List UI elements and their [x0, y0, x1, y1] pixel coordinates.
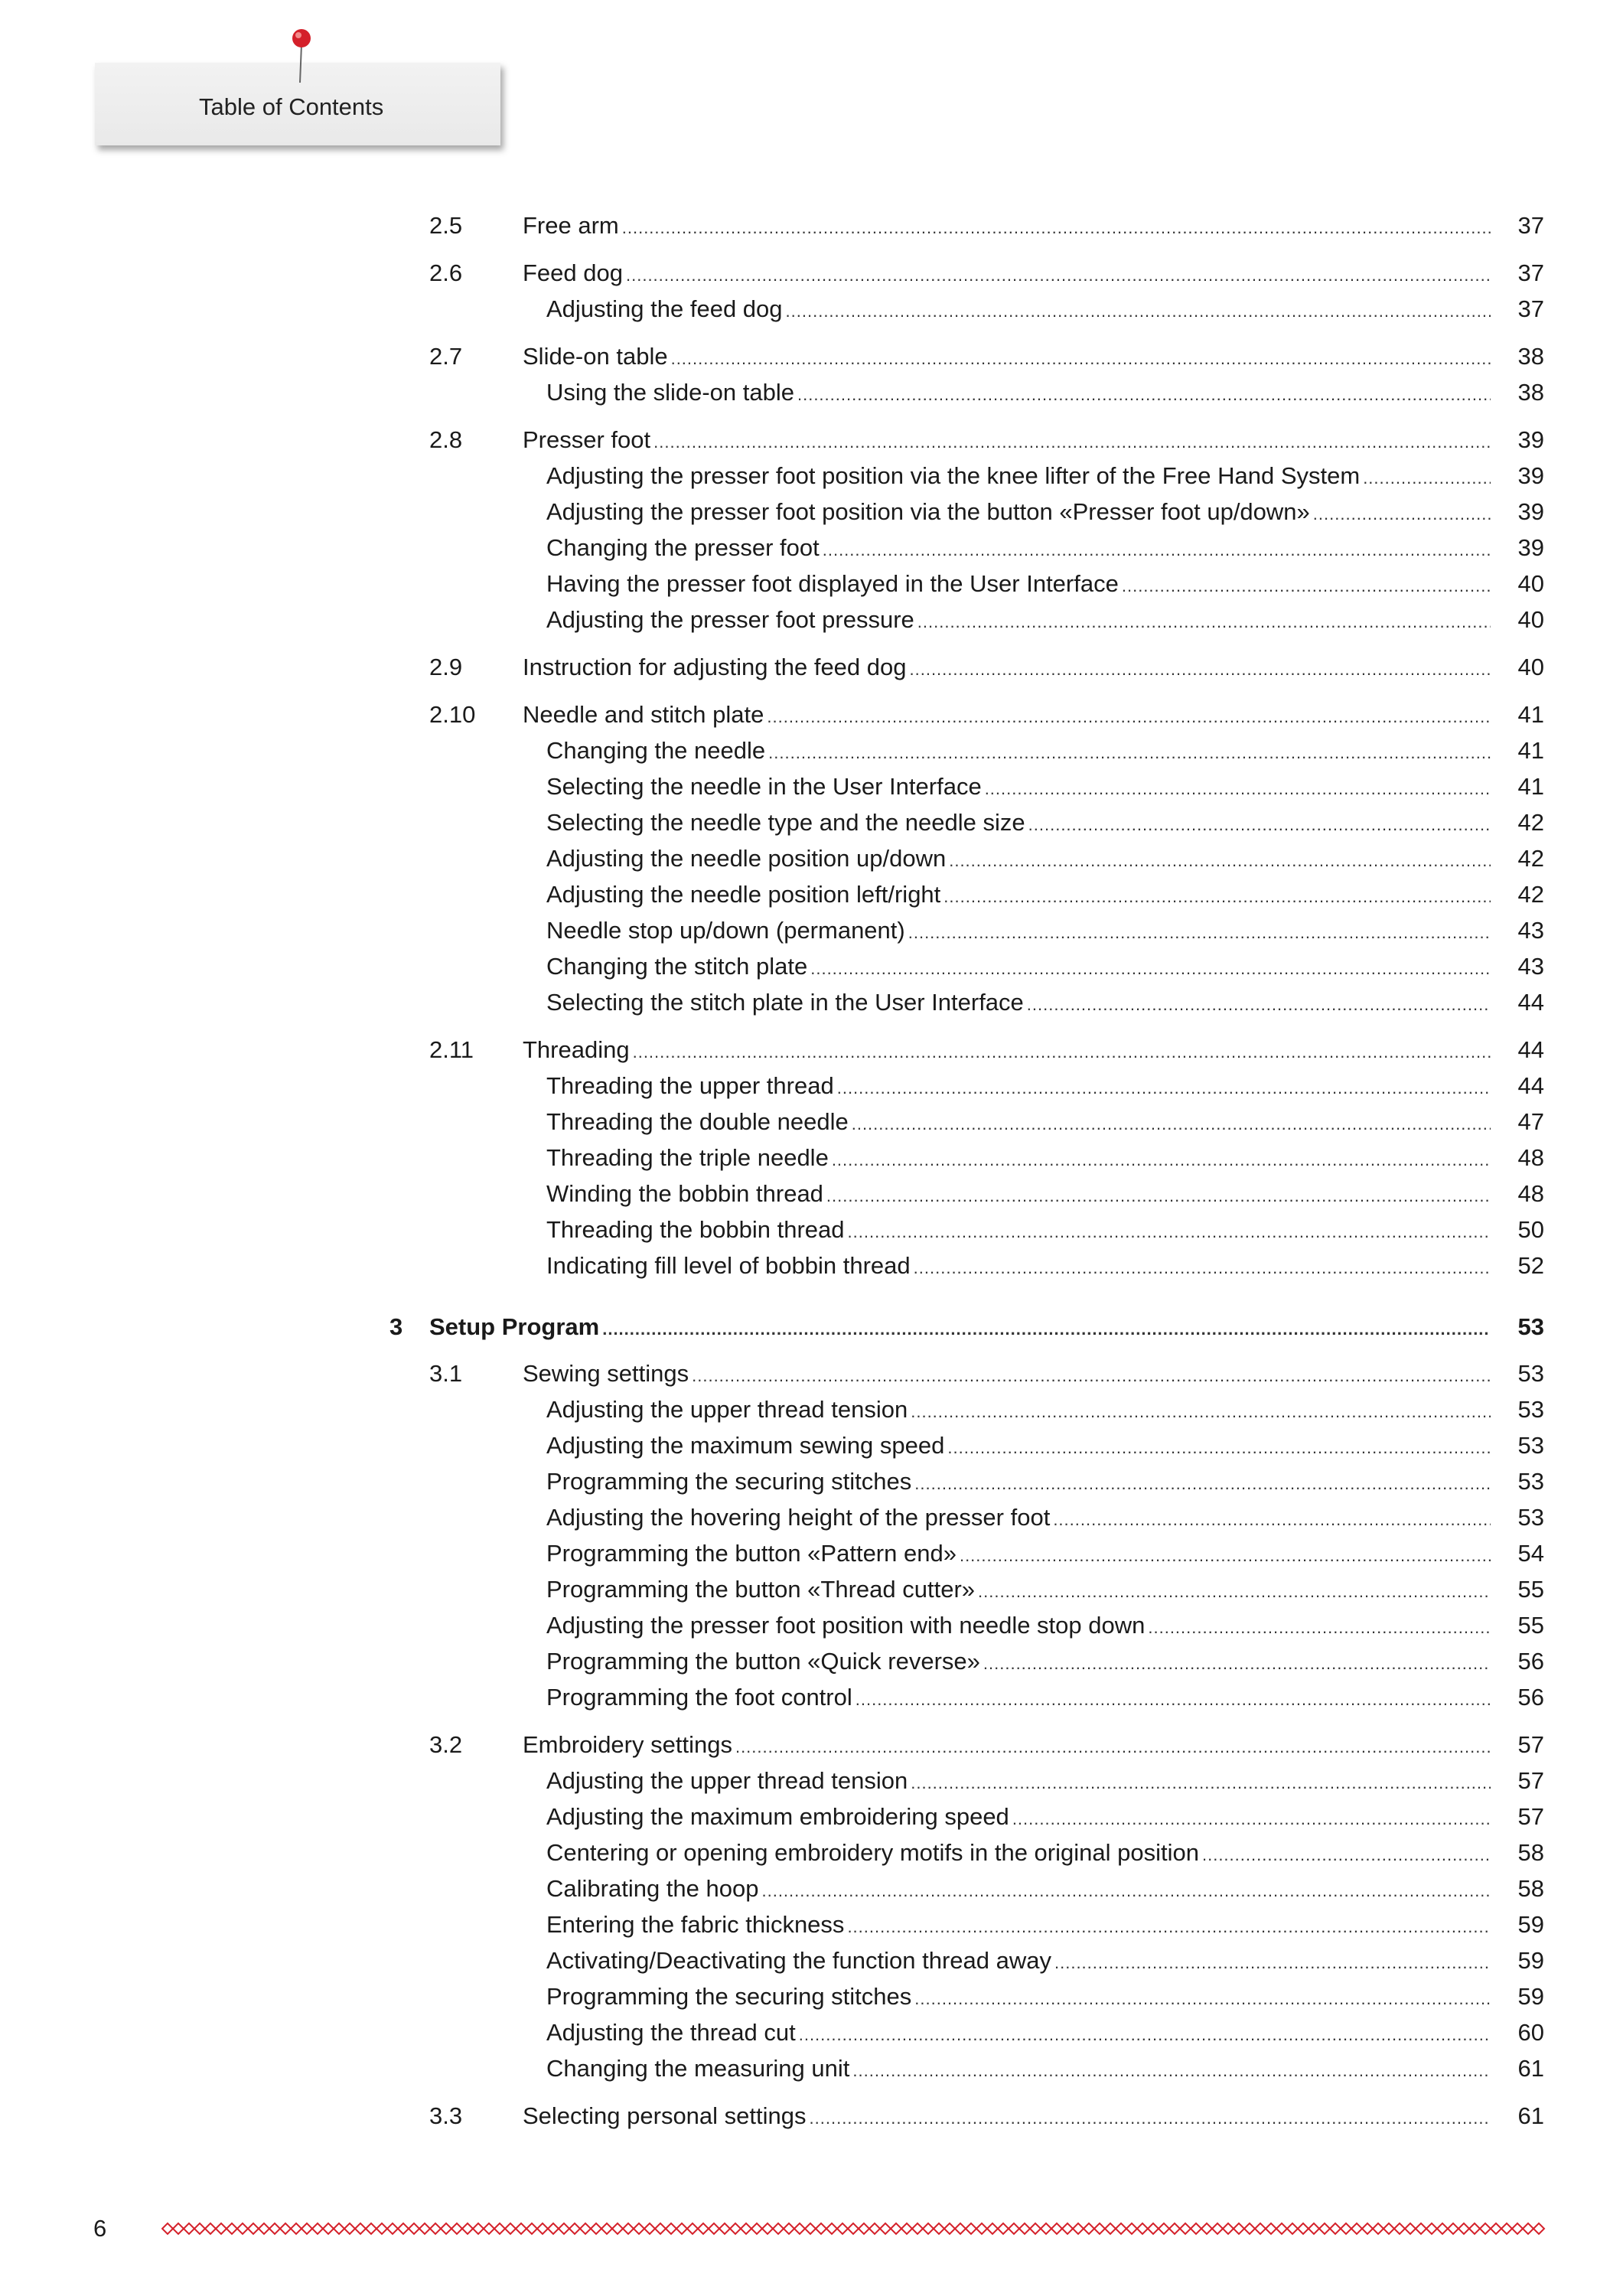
toc-entry-label: Adjusting the needle position up/down — [546, 845, 947, 872]
toc-entry[interactable] — [0, 1907, 1623, 1942]
toc-entry[interactable] — [0, 985, 1623, 1020]
toc-entry[interactable] — [0, 1536, 1623, 1571]
dot-leader — [786, 294, 1491, 327]
toc-entry[interactable] — [0, 1608, 1623, 1643]
toc-entry-page: 41 — [1517, 773, 1544, 800]
toc-entry-title-wrap — [546, 2051, 1491, 2086]
toc-entry-title-wrap — [523, 208, 1491, 243]
dot-leader — [1012, 1802, 1491, 1835]
toc-entry-page: 53 — [1517, 1432, 1544, 1459]
toc-entry[interactable] — [0, 1248, 1623, 1283]
toc-entry-label: Changing the presser foot — [546, 534, 820, 561]
toc-entry-title-wrap — [546, 1068, 1491, 1104]
toc-entry-title-wrap — [523, 1727, 1491, 1763]
decorative-border-icon — [161, 2219, 1548, 2238]
toc-entry-page: 59 — [1517, 1911, 1544, 1938]
toc-entry-title-wrap — [546, 602, 1491, 638]
page-number: 6 — [93, 2215, 107, 2242]
dot-leader — [735, 1730, 1491, 1763]
toc-entry-title-wrap — [523, 2099, 1491, 2134]
toc-entry[interactable] — [0, 1212, 1623, 1247]
toc-entry-title-wrap — [546, 566, 1491, 602]
dot-leader — [810, 2101, 1491, 2134]
toc-entry-label: Having the presser foot displayed in the User Interface — [546, 570, 1119, 597]
toc-entry[interactable] — [0, 1032, 1623, 1068]
dot-leader — [908, 915, 1491, 948]
toc-entry-page: 40 — [1517, 654, 1544, 680]
toc-entry-page: 37 — [1517, 295, 1544, 322]
dot-leader — [1122, 569, 1491, 602]
dot-leader — [1202, 1838, 1491, 1870]
toc-entry[interactable] — [0, 458, 1623, 494]
dot-leader — [914, 1466, 1491, 1499]
toc-entry-page: 59 — [1517, 1983, 1544, 2010]
toc-entry-title-wrap — [546, 530, 1491, 566]
toc-entry-label: Setup Program — [429, 1313, 600, 1340]
toc-entry-page: 56 — [1517, 1648, 1544, 1675]
toc-entry[interactable] — [0, 1140, 1623, 1176]
dot-leader — [1054, 1945, 1491, 1978]
toc-entry-label: Programming the foot control — [546, 1684, 852, 1711]
toc-entry[interactable] — [0, 208, 1623, 243]
toc-entry-label: Presser foot — [523, 426, 651, 453]
toc-entry-page: 39 — [1517, 426, 1544, 453]
toc-entry-label: Adjusting the upper thread tension — [546, 1767, 908, 1794]
toc-entry-title-wrap — [546, 1644, 1491, 1679]
dot-leader — [1148, 1610, 1491, 1643]
toc-entry[interactable] — [0, 1835, 1623, 1870]
dot-leader — [768, 735, 1491, 768]
toc-entry-label: Adjusting the presser foot position with needle stop down — [546, 1612, 1146, 1639]
toc-entry-page: 39 — [1517, 498, 1544, 525]
toc-entry-page: 53 — [1517, 1468, 1544, 1495]
toc-entry-label: Selecting personal settings — [523, 2102, 807, 2129]
toc-entry-label: Needle and stitch plate — [523, 701, 764, 728]
toc-entry-title-wrap — [546, 1572, 1491, 1607]
toc-entry-title-wrap — [546, 375, 1491, 410]
toc-entry-title-wrap — [546, 494, 1491, 530]
toc-entry-page: 38 — [1517, 343, 1544, 370]
toc-entry-title-wrap — [546, 1212, 1491, 1247]
toc-entry-page: 48 — [1517, 1180, 1544, 1207]
toc-entry-page: 44 — [1517, 989, 1544, 1016]
toc-entry-label: Selecting the needle in the User Interface — [546, 773, 982, 800]
toc-entry[interactable] — [0, 2051, 1623, 2086]
toc-entry-title-wrap — [546, 877, 1491, 912]
toc-entry-title-wrap — [523, 339, 1491, 374]
dot-leader — [1053, 1502, 1491, 1535]
toc-entry[interactable] — [0, 1176, 1623, 1212]
toc-entry-title-wrap — [429, 1309, 1491, 1345]
dot-leader — [847, 1910, 1491, 1942]
dot-leader — [983, 1646, 1491, 1679]
toc-entry-title-wrap — [546, 841, 1491, 876]
toc-entry-title-wrap — [546, 1871, 1491, 1906]
toc-entry-page: 58 — [1517, 1839, 1544, 1866]
toc-entry-label: Activating/Deactivating the function thread away — [546, 1947, 1051, 1974]
dot-leader — [852, 1107, 1491, 1140]
toc-entry-title-wrap — [546, 1680, 1491, 1715]
toc-entry[interactable] — [0, 805, 1623, 840]
toc-entry[interactable] — [0, 2099, 1623, 2134]
toc-entry[interactable] — [0, 2015, 1623, 2050]
dot-leader — [914, 1251, 1491, 1283]
toc-entry-label: Adjusting the feed dog — [546, 295, 783, 322]
dot-leader — [1028, 807, 1491, 840]
toc-entry[interactable] — [0, 1799, 1623, 1835]
toc-entry-page: 43 — [1517, 917, 1544, 944]
toc-entry-label: Adjusting the thread cut — [546, 2019, 796, 2046]
dot-leader — [823, 533, 1491, 566]
toc-entry-page: 44 — [1517, 1036, 1544, 1063]
toc-entry-title-wrap — [546, 1799, 1491, 1835]
toc-entry[interactable] — [0, 494, 1623, 530]
toc-entry-label: Adjusting the hovering height of the presser foot — [546, 1504, 1051, 1531]
toc-entry-title-wrap — [546, 1104, 1491, 1140]
toc-entry[interactable] — [0, 1572, 1623, 1607]
dot-leader — [626, 258, 1491, 291]
dot-leader — [960, 1538, 1491, 1571]
dot-leader — [1313, 497, 1491, 530]
toc-entry[interactable] — [0, 1979, 1623, 2014]
toc-entry-label: Instruction for adjusting the feed dog — [523, 654, 907, 680]
toc-entry-page: 55 — [1517, 1612, 1544, 1639]
toc-entry[interactable] — [0, 339, 1623, 374]
toc-entry-title-wrap — [546, 1608, 1491, 1643]
toc-entry[interactable] — [0, 769, 1623, 804]
toc-entry-label: Centering or opening embroidery motifs in the original position — [546, 1839, 1199, 1866]
toc-entry-number: 2.11 — [429, 1036, 474, 1063]
toc-entry-label: Free arm — [523, 212, 619, 239]
toc-entry-label: Threading the upper thread — [546, 1072, 834, 1099]
toc-entry-title-wrap — [546, 985, 1491, 1020]
toc-entry-page: 42 — [1517, 881, 1544, 908]
toc-entry[interactable] — [0, 1727, 1623, 1763]
toc-entry-title-wrap — [546, 1464, 1491, 1499]
dot-leader — [671, 341, 1491, 374]
pushpin-icon — [286, 23, 317, 84]
toc-entry-label: Programming the securing stitches — [546, 1983, 912, 2010]
toc-entry[interactable] — [0, 1068, 1623, 1104]
dot-leader — [852, 2053, 1491, 2086]
toc-entry-label: Adjusting the upper thread tension — [546, 1396, 908, 1423]
dot-leader — [848, 1215, 1491, 1247]
toc-entry[interactable] — [0, 733, 1623, 768]
toc-entry-number: 2.6 — [429, 259, 463, 286]
toc-entry-page: 47 — [1517, 1108, 1544, 1135]
toc-entry-title-wrap — [546, 805, 1491, 840]
dot-leader — [911, 1766, 1491, 1799]
dot-leader — [855, 1682, 1491, 1715]
toc-entry-page: 40 — [1517, 606, 1544, 633]
toc-entry-page: 41 — [1517, 737, 1544, 764]
toc-entry-label: Adjusting the presser foot position via the button «Presser foot up/down» — [546, 498, 1310, 525]
dot-leader — [943, 879, 1491, 912]
dot-leader — [978, 1574, 1491, 1607]
toc-entry-page: 54 — [1517, 1540, 1544, 1567]
toc-entry-page: 37 — [1517, 259, 1544, 286]
toc-entry-title-wrap — [546, 1979, 1491, 2014]
toc-entry-label: Indicating fill level of bobbin thread — [546, 1252, 911, 1279]
toc-entry[interactable] — [0, 530, 1623, 566]
toc-entry-page: 41 — [1517, 701, 1544, 728]
dot-leader — [653, 425, 1491, 458]
dot-leader — [947, 1430, 1491, 1463]
toc-entry-label: Needle stop up/down (permanent) — [546, 917, 905, 944]
toc-entry-label: Adjusting the presser foot pressure — [546, 606, 914, 633]
dot-leader — [622, 210, 1491, 243]
toc-entry-label: Embroidery settings — [523, 1731, 732, 1758]
toc-entry-title-wrap — [523, 422, 1491, 458]
toc-entry-label: Changing the stitch plate — [546, 953, 808, 980]
toc-entry[interactable] — [0, 602, 1623, 638]
toc-entry-page: 53 — [1517, 1360, 1544, 1387]
toc-entry-number: 3 — [389, 1313, 403, 1340]
toc-entry-label: Programming the button «Pattern end» — [546, 1540, 957, 1567]
toc-entry-label: Changing the needle — [546, 737, 766, 764]
toc-entry-page: 53 — [1517, 1396, 1544, 1423]
toc-entry[interactable] — [0, 1943, 1623, 1978]
toc-entry[interactable] — [0, 566, 1623, 602]
dot-leader — [985, 771, 1491, 804]
toc-entry[interactable] — [0, 697, 1623, 732]
toc-entry[interactable] — [0, 1356, 1623, 1391]
toc-entry-title-wrap — [546, 949, 1491, 984]
dot-leader — [826, 1179, 1491, 1212]
toc-entry-title-wrap — [546, 1392, 1491, 1427]
toc-entry-page: 50 — [1517, 1216, 1544, 1243]
toc-entry[interactable] — [0, 1500, 1623, 1535]
toc-entry-label: Adjusting the maximum embroidering speed — [546, 1803, 1009, 1830]
toc-entry[interactable] — [0, 1104, 1623, 1140]
toc-entry-title-wrap — [546, 1140, 1491, 1176]
toc-entry[interactable] — [0, 1680, 1623, 1715]
toc-entry-page: 39 — [1517, 534, 1544, 561]
toc-entry-label: Sewing settings — [523, 1360, 689, 1387]
dot-leader — [797, 377, 1491, 410]
toc-entry-title-wrap — [546, 1176, 1491, 1212]
toc-entry[interactable] — [0, 256, 1623, 291]
toc-entry-page: 39 — [1517, 462, 1544, 489]
toc-entry-label: Selecting the needle type and the needle size — [546, 809, 1025, 836]
toc-entry-label: Threading the triple needle — [546, 1144, 829, 1171]
toc-entry-page: 58 — [1517, 1875, 1544, 1902]
toc-entry-page: 59 — [1517, 1947, 1544, 1974]
toc-entry[interactable] — [0, 375, 1623, 410]
toc-entry-page: 42 — [1517, 809, 1544, 836]
toc-entry-page: 40 — [1517, 570, 1544, 597]
dot-leader — [949, 843, 1491, 876]
toc-entry-label: Adjusting the needle position left/right — [546, 881, 941, 908]
toc-entry-page: 44 — [1517, 1072, 1544, 1099]
toc-entry-label: Calibrating the hoop — [546, 1875, 759, 1902]
toc-entry[interactable] — [0, 1464, 1623, 1499]
toc-entry-label: Programming the button «Thread cutter» — [546, 1576, 976, 1603]
toc-entry-page: 42 — [1517, 845, 1544, 872]
toc-entry-label: Winding the bobbin thread — [546, 1180, 823, 1207]
toc-entry-number: 3.2 — [429, 1731, 463, 1758]
toc-entry-title-wrap — [546, 1835, 1491, 1870]
toc-entry-number: 2.5 — [429, 212, 463, 239]
toc-entry-number: 3.1 — [429, 1360, 463, 1387]
toc-entry-title-wrap — [546, 1500, 1491, 1535]
dot-leader — [832, 1143, 1491, 1176]
toc-entry-title-wrap — [523, 697, 1491, 732]
toc-entry-title-wrap — [523, 256, 1491, 291]
toc-entry-page: 60 — [1517, 2019, 1544, 2046]
toc-entry-page: 61 — [1517, 2055, 1544, 2082]
toc-entry-label: Programming the button «Quick reverse» — [546, 1648, 980, 1675]
toc-entry-title-wrap — [523, 1356, 1491, 1391]
toc-entry-page: 57 — [1517, 1767, 1544, 1794]
section-title: Table of Contents — [199, 93, 384, 120]
toc-entry-number: 2.10 — [429, 701, 476, 728]
toc-entry-page: 53 — [1517, 1504, 1544, 1531]
toc-entry[interactable] — [0, 1309, 1623, 1345]
toc-entry[interactable] — [0, 1763, 1623, 1799]
toc-entry-title-wrap — [546, 2015, 1491, 2050]
toc-entry-title-wrap — [546, 458, 1491, 494]
toc-entry-title-wrap — [546, 913, 1491, 948]
toc-entry[interactable] — [0, 1871, 1623, 1906]
toc-entry-number: 2.9 — [429, 654, 463, 680]
toc-entry-label: Changing the measuring unit — [546, 2055, 850, 2082]
toc-entry-title-wrap — [546, 1943, 1491, 1978]
toc-entry-label: Threading — [523, 1036, 630, 1063]
toc-entry[interactable] — [0, 949, 1623, 984]
toc-entry-page: 61 — [1517, 2102, 1544, 2129]
toc-entry-label: Adjusting the presser foot position via the knee lifter of the Free Hand System — [546, 462, 1361, 489]
toc-entry-label: Selecting the stitch plate in the User Interface — [546, 989, 1024, 1016]
dot-leader — [799, 2017, 1491, 2050]
toc-entry-page: 53 — [1517, 1313, 1544, 1340]
dot-leader — [910, 652, 1491, 685]
toc-entry-page: 37 — [1517, 212, 1544, 239]
toc-entry-page: 57 — [1517, 1803, 1544, 1830]
dot-leader — [1363, 461, 1491, 494]
dot-leader — [810, 951, 1491, 984]
toc-entry-page: 48 — [1517, 1144, 1544, 1171]
dot-leader — [914, 1981, 1491, 2014]
toc-entry-page: 38 — [1517, 379, 1544, 406]
toc-entry-title-wrap — [546, 1536, 1491, 1571]
toc-entry-title-wrap — [546, 769, 1491, 804]
toc-entry-page: 52 — [1517, 1252, 1544, 1279]
toc-entry-label: Using the slide-on table — [546, 379, 794, 406]
toc-entry-number: 2.8 — [429, 426, 463, 453]
toc-entry-page: 57 — [1517, 1731, 1544, 1758]
toc-entry-label: Entering the fabric thickness — [546, 1911, 845, 1938]
toc-entry-title-wrap — [546, 1428, 1491, 1463]
toc-entry[interactable] — [0, 1392, 1623, 1427]
toc-entry[interactable] — [0, 422, 1623, 458]
toc-entry-title-wrap — [546, 292, 1491, 327]
dot-leader — [911, 1394, 1491, 1427]
toc-entry[interactable] — [0, 650, 1623, 685]
dot-leader — [1027, 987, 1491, 1020]
dot-leader — [761, 1874, 1491, 1906]
toc-entry-label: Adjusting the maximum sewing speed — [546, 1432, 945, 1459]
toc-entry-title-wrap — [523, 650, 1491, 685]
toc-entry-page: 55 — [1517, 1576, 1544, 1603]
toc-entry-number: 3.3 — [429, 2102, 463, 2129]
dot-leader — [633, 1035, 1491, 1068]
dot-leader — [917, 605, 1491, 638]
toc-entry-title-wrap — [546, 1248, 1491, 1283]
toc-entry-number: 2.7 — [429, 343, 463, 370]
toc-entry-title-wrap — [546, 1763, 1491, 1799]
toc-entry[interactable] — [0, 1428, 1623, 1463]
toc-entry-page: 43 — [1517, 953, 1544, 980]
toc-entry-label: Feed dog — [523, 259, 623, 286]
toc-entry-title-wrap — [546, 733, 1491, 768]
dot-leader — [767, 700, 1491, 732]
toc-entry[interactable] — [0, 877, 1623, 912]
toc-entry[interactable] — [0, 1644, 1623, 1679]
toc-entry-label: Slide-on table — [523, 343, 668, 370]
toc-entry-title-wrap — [523, 1032, 1491, 1068]
toc-entry-page: 56 — [1517, 1684, 1544, 1711]
dot-leader — [692, 1358, 1491, 1391]
dot-leader — [602, 1312, 1491, 1345]
toc-entry[interactable] — [0, 913, 1623, 948]
toc-entry[interactable] — [0, 292, 1623, 327]
dot-leader — [837, 1071, 1491, 1104]
toc-entry-label: Programming the securing stitches — [546, 1468, 912, 1495]
toc-entry-label: Threading the bobbin thread — [546, 1216, 845, 1243]
toc-entry-label: Threading the double needle — [546, 1108, 849, 1135]
toc-entry-title-wrap — [546, 1907, 1491, 1942]
toc-entry[interactable] — [0, 841, 1623, 876]
